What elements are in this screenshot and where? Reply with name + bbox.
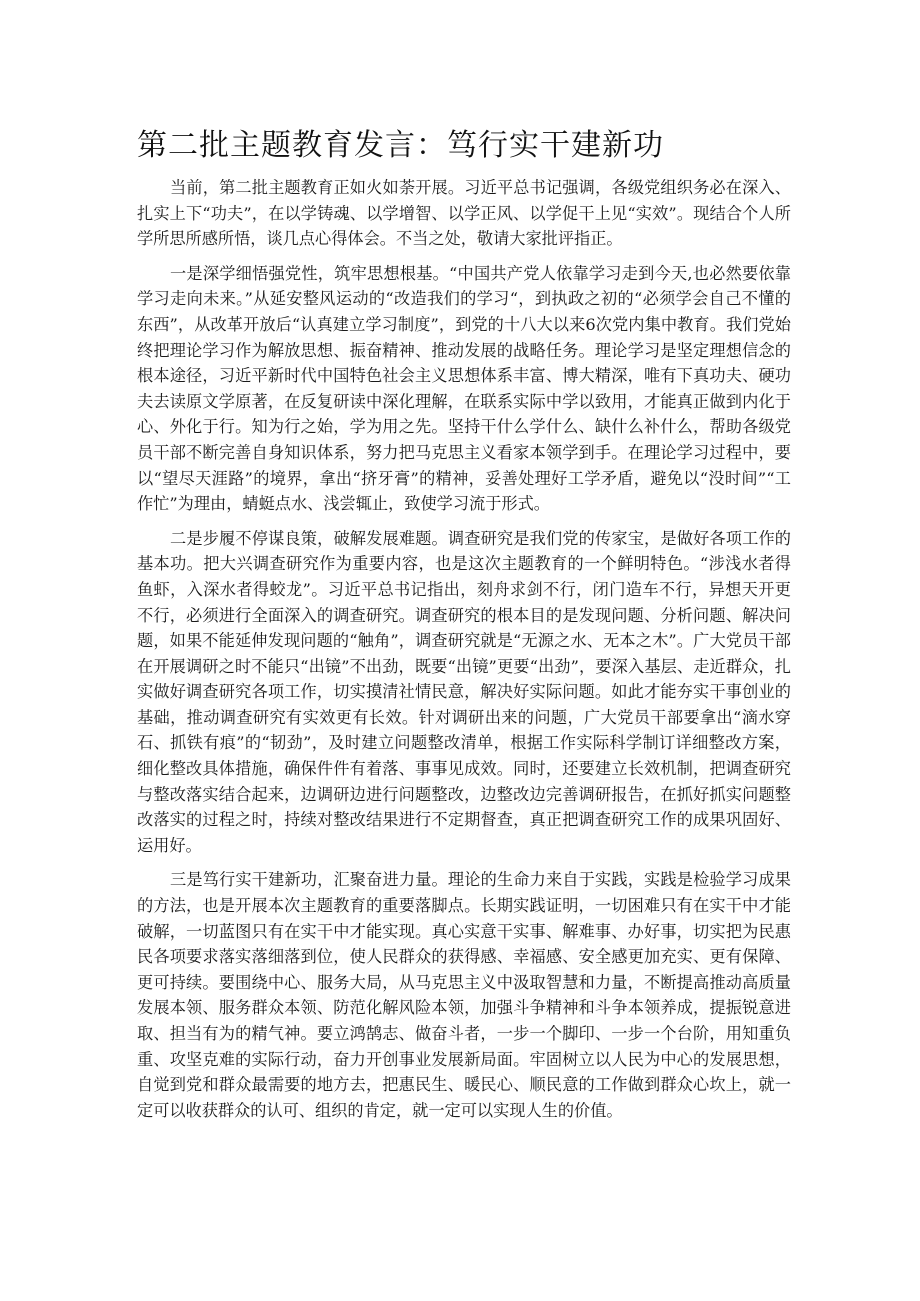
paragraph-study: 一是深学细悟强党性，筑牢思想根基。“中国共产党人依靠学习走到今天,也必然要依靠学习走向未来。”从延安整风运动的“改造我们的学习“，到执政之初的“必须学会自己不懂的东西”，从改革开放后“认真建立学习制度”，到党的十八大以来6次党内集中教育。我们党始终把理论学习作为解放思想、振奋精神、推动发展的战略任务。理论学习是坚定理想信念的根本途径，习近平新时代中国特色社会主义思想体系丰富、博大精深，唯有下真功夫、硬功夫去读原文学原著，在反复研读中深化理解，在联系实际中学以致用，才能真正做到内化于心、外化于行。知为行之始，学为用之先。坚持干什么学什么、缺什么补什么，帮助各级党员干部不断完善自身知识体系，努力把马克思主义看家本领学到手。在理论学习过程中，要以“望尽天涯路”的境界，拿出“挤牙膏”的精神，妥善处理好工学矛盾，避免以“没时间”“工作忙”为理由，蜻蜓点水、浅尝辄止，致使学习流于形式。 [137, 263, 791, 514]
paragraph-intro: 当前，第二批主题教育正如火如荼开展。习近平总书记强调，各级党组织务必在深入、扎实上下“功夫”，在以学铸魂、以学增智、以学正风、以学促干上见“实效”。现结合个人所学所思所感所悟，谈几点心得体会。不当之处，敬请大家批评指正。 [137, 178, 791, 249]
document-body [137, 175, 791, 1132]
paragraph-research: 二是步履不停谋良策，破解发展难题。调查研究是我们党的传家宝，是做好各项工作的基本功。把大兴调查研究作为重要内容，也是这次主题教育的一个鲜明特色。“涉浅水者得鱼虾，入深水者得蛟龙”。习近平总书记指出，刻舟求剑不行，闭门造车不行，异想天开更不行，必须进行全面深入的调查研究。调查研究的根本目的是发现问题、分析问题、解决问题，如果不能延伸发现问题的“触角”，调查研究就是“无源之水、无本之木”。广大党员干部在开展调研之时不能只“出镜”不出劲，既要“出镜”更要“出劲”，要深入基层、走近群众，扎实做好调查研究各项工作，切实摸清社情民意，解决好实际问题。如此才能夯实干事创业的基础，推动调查研究有实效更有长效。针对调研出来的问题，广大党员干部要拿出“滴水穿石、抓铁有痕”的“韧劲”，及时建立问题整改清单，根据工作实际科学制订详细整改方案，细化整改具体措施，确保件件有着落、事事见成效。同时，还要建立长效机制，把调查研究与整改落实结合起来，边调研边进行问题整改，边整改边完善调研报告，在抓好抓实问题整改落实的过程之时，持续对整改结果进行不定期督查，真正把调查研究工作的成果巩固好、运用好。 [137, 528, 791, 855]
paragraph-practice: 三是笃行实干建新功，汇聚奋进力量。理论的生命力来自于实践，实践是检验学习成果的方法，也是开展本次主题教育的重要落脚点。长期实践证明，一切困难只有在实干中才能破解，一切蓝图只有在实干中才能实现。真心实意干实事、解难事、办好事，切实把为民惠民各项要求落实落细落到位，使人民群众的获得感、幸福感、安全感更加充实、更有保障、更可持续。要围绕中心、服务大局，从马克思主义中汲取智慧和力量，不断提高推动高质量发展本领、服务群众本领、防范化解风险本领，加强斗争精神和斗争本领养成，提振锐意进取、担当有为的精气神。要立鸿鹄志、做奋斗者，一步一个脚印、一步一个台阶，用知重负重、攻坚克难的实际行动，奋力开创事业发展新局面。牢固树立以人民为中心的发展思想，自觉到党和群众最需要的地方去，把惠民生、暖民心、顺民意的工作做到群众心坎上，就一定可以收获群众的认可、组织的肯定，就一定可以实现人生的价值。 [137, 870, 791, 1120]
document-title: 第二批主题教育发言：笃行实干建新功 [137, 128, 664, 163]
